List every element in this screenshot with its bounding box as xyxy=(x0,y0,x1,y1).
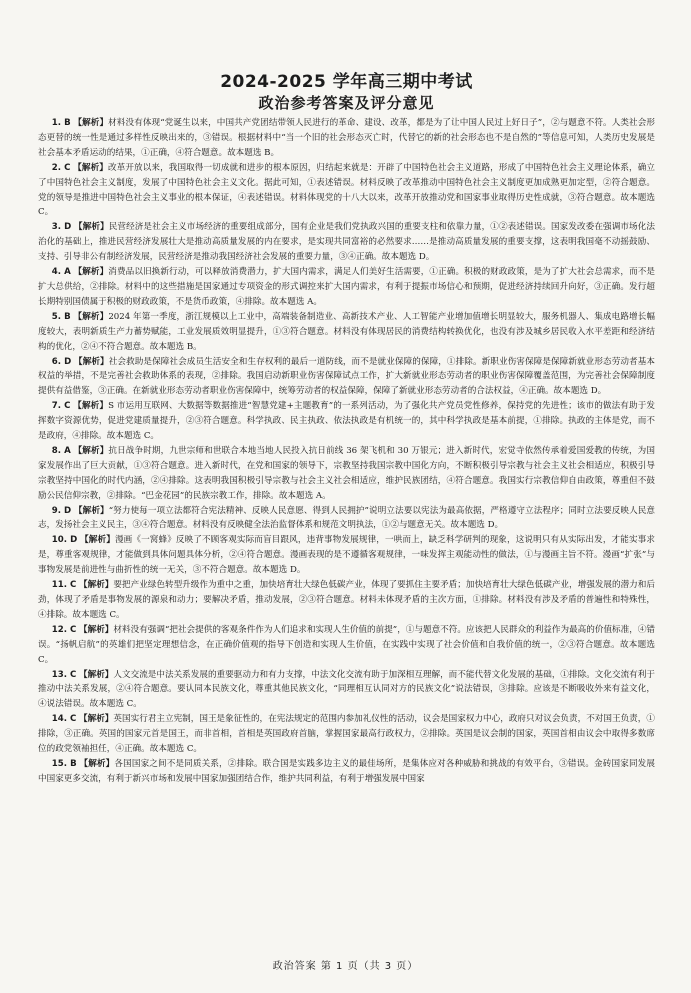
analysis-text: “努力使每一项立法都符合宪法精神、反映人民意愿、得到人民拥护”说明立法要以宪法为最高依据，严格遵守立法程序；同时立法要反映人民意志，发扬社会主义民主，③④符合题意。材料没有反映健全法治监督体系和规范文明执法，①②与题意无关。故本题选 D。 xyxy=(38,505,655,531)
answer-number: 2. C xyxy=(51,162,71,173)
analysis-tag: 【解析】 xyxy=(79,714,114,725)
analysis-tag: 【解析】 xyxy=(74,505,109,516)
analysis-text: 漫画《一窝蜂》反映了不顾客观实际而盲目跟风，违背事物发展规律，一哄而上，缺乏科学研判的现象，这说明只有从实际出发，才能实事求是，尊重客观规律，才能做到具体问题具体分析，②④符合题意。漫画表现的是不遵循客观规律，一味发挥主观能动性的做法，①与漫画主旨不符。漫画“扩张”与事物发展是前进性与曲折性的统一无关，③不符合题意。故本题选 D。 xyxy=(38,535,655,576)
analysis-text: S 市运用互联网、大数据等数据推进“智慧党建+主题教育”的一系列活动，为了强化共产党员党性修养，保持党的先进性；该市的做法有助于发挥数字资源优势，促进党建质量提升，②③符合题意。科学执政、民主执政、依法执政是有机统一的，其中科学执政是基本前提，①排除。执政的主体是党，而不是政府，④排除。故本题选 C。 xyxy=(38,401,655,442)
answer-number: 12. C xyxy=(51,624,77,635)
answer-item xyxy=(38,578,655,623)
answer-item xyxy=(38,220,655,265)
answer-number: 15. B xyxy=(51,758,77,769)
analysis-text: 要把产业绿色转型升级作为重中之重，加快培育壮大绿色低碳产业，体现了要抓住主要矛盾；加快培育壮大绿色低碳产业，增强发展的潜力和后劲，体现了矛盾是事物发展的源泉和动力；要解决矛盾，推动发展，②③符合题意。材料未体现矛盾的主次方面，①排除。材料没有涉及矛盾的普遍性和特殊性，④排除。故本题选 C。 xyxy=(38,580,655,620)
answer-number: 11. C xyxy=(51,580,77,591)
analysis-text: 消费品以旧换新行动，可以释放消费潜力，扩大国内需求，满足人们美好生活需要，①正确。积极的财政政策，是为了扩大社会总需求，而不是扩大总供给，②排除。材料中的这些措施是国家通过专项资金的形式调控来扩大国内需求，有利于提振市场信心和预期，促进经济持续回升向好，③正确。发行超长期特别国债属于积极的财政政策，不是货币政策，④排除。故本题选 A。 xyxy=(38,267,655,307)
answer-number: 1. B xyxy=(51,118,71,128)
analysis-tag: 【解析】 xyxy=(74,356,109,367)
analysis-tag: 【解析】 xyxy=(73,445,109,456)
analysis-tag: 【解析】 xyxy=(79,758,115,769)
page-footer: 政治答案 第 1 页（共 3 页） xyxy=(272,961,419,972)
answer-item xyxy=(38,668,655,713)
analysis-text: 抗日战争时期，九世宗师和世联合本地当地人民投入抗日前线 36 架飞机和 30 万银元；进入新时代，宏觉寺依然传承着爱国爱教的传统，为国家发展作出了巨大贡献，①③符合题意。进入新时代，在党和国家的领导下，宗教坚持我国宗教中国化方向，不断积极引导宗教与社会主义社会相适应，积极引导宗教坚持中国化的时代内涵，②④排除。这表明我国积极引导宗教与社会主义社会相适应，维护民族团结，④符合题意。我国实行宗教信仰自由政策，尊重但不鼓励公民信仰宗教，②排除。“巴金花园”的民族宗教工作，排除。故本题选 A。 xyxy=(38,445,655,501)
analysis-tag: 【解析】 xyxy=(74,222,109,233)
answer-number: 13. C xyxy=(51,669,77,680)
analysis-tag: 【解析】 xyxy=(73,267,109,278)
answer-items xyxy=(38,116,655,787)
answer-item xyxy=(38,355,655,400)
answer-number: 7. C xyxy=(51,401,71,412)
answer-item xyxy=(38,444,655,504)
analysis-text: 材料没有强调“把社会提供的客观条件作为人们追求和实现人生价值的前提”，①与题意不符。应该把人民群众的利益作为最高的价值标准，④错误。“扬帆启航”的英雄们把坚定理想信念，在正确价值观的指导下创造和实现人生价值，在实践中实现了社会价值和自我价值的统一，②③符合题意。故本题选 C。 xyxy=(38,624,655,665)
analysis-text: 民营经济是社会主义市场经济的重要组成部分，国有企业是我们党执政兴国的重要支柱和依靠力量，①②表述错误。国家发改委在强调市场化法治化的基础上，推进民营经济发展壮大是推动高质量发展的内在要求，是实现共同富裕的必然要求……是推动高质量发展的重要支撑，这表明我国毫不动摇鼓励、支持、引导非公有制经济发展，民营经济是推动我国经济社会发展的重要力量，③④正确。故本题选 D。 xyxy=(38,222,655,263)
analysis-text: 人文交流是中法关系发展的重要驱动力和有力支撑，中法文化交流有助于加深相互理解，而不能代替文化发展的基础，①排除。文化交流有利于推动中法关系发展，②④符合题意。要认同本民族文化，尊重其他民族文化，“同理相互认同对方的民族文化”说法错误，③排除。应该是不断吸收外来有益文化，④说法错误。故本题选 C。 xyxy=(38,669,655,710)
answer-item xyxy=(38,161,655,221)
answer-item xyxy=(38,623,655,668)
answer-number: 14. C xyxy=(51,714,77,725)
answer-number: 8. A xyxy=(51,445,71,456)
analysis-tag: 【解析】 xyxy=(79,669,114,680)
answer-number: 3. D xyxy=(51,222,72,233)
analysis-tag: 【解析】 xyxy=(79,624,114,635)
page-subtitle: 政治参考答案及评分意见 xyxy=(258,94,435,112)
analysis-text: 社会救助是保障社会成员生活安全和生存权利的最后一道防线，而不是就业保障的保障，①排除。新职业伤害保障是保障新就业形态劳动者基本权益的举措，不是完善社会救助体系的表现，②排除。我国启动新职业伤害保障试点工作，扩大新就业形态劳动者的职业伤害保障覆盖范围，为完善社会保障制度提供有益借鉴，③正确。在新就业形态劳动者职业伤害保障中，统筹劳动者的权益保障，保障了新就业形态劳动者的合法权益，④正确。故本题选 D。 xyxy=(38,356,655,397)
analysis-text: 改革开放以来，我国取得一切成就和进步的根本原因，归结起来就是：开辟了中国特色社会主义道路，形成了中国特色社会主义理论体系，确立了中国特色社会主义制度，发展了中国特色社会主义文化。据此可知，①表述错误。材料反映了改革推动中国特色社会主义制度更加成熟更加定型，②符合题意。党的领导是推进中国特色社会主义事业的根本保证，④表述错误。材料体现党的十八大以来，改革开放推动党和国家事业取得历史性成就，③符合题意。故本题选 C。 xyxy=(38,162,655,218)
answer-item xyxy=(38,399,655,444)
answer-number: 6. D xyxy=(51,356,72,367)
analysis-tag: 【解析】 xyxy=(80,535,115,546)
answer-item xyxy=(38,712,655,757)
analysis-text: 各国国家之间不是同质关系，②排除。联合国是实践多边主义的最佳场所，是集体应对各种威胁和挑战的有效平台，③错误。金砖国家同发展中国家更多交流，有利于新兴市场和发展中国家加强团结合作，维护共同利益，有利于增强发展中国家 xyxy=(38,758,655,784)
answer-number: 10. D xyxy=(51,535,78,546)
answer-item xyxy=(38,265,655,310)
answer-item xyxy=(38,504,655,534)
answer-item xyxy=(38,533,655,578)
page-title: 2024-2025 学年高三期中考试 xyxy=(220,72,473,92)
analysis-text: 2024 年第一季度，浙江规模以上工业中，高端装备制造业、高新技术产业、人工智能产业增加值增长明显较大，服务机器人、集成电路增长幅度较大，表明新质生产力蓄势赋能，工业发展质效明显提升，①③符合题意。材料没有体现居民的消费结构转换优化，也没有涉及城乡居民收入水平差距和经济结构的优化，②④不符合题意。故本题选 B。 xyxy=(38,311,655,352)
answer-item xyxy=(38,310,655,355)
analysis-tag: 【解析】 xyxy=(73,311,109,322)
analysis-tag: 【解析】 xyxy=(73,118,109,128)
answer-number: 4. A xyxy=(51,267,71,278)
analysis-tag: 【解析】 xyxy=(73,162,108,173)
answer-number: 9. D xyxy=(51,505,72,516)
analysis-text: 材料没有体现“党诞生以来，中国共产党团结带领人民进行的革命、建设、改革，都是为了让中国人民过上好日子”，②与题意不符。人类社会形态更替的统一性是通过多样性反映出来的，③错误。根据材料中“当一个旧的社会形态灭亡时，代替它的新的社会形态也不是自然的”等信息可知，人类历史发展是社会基本矛盾运动的结果，①正确，④符合题意。故本题选 B。 xyxy=(38,118,655,158)
answer-item xyxy=(38,116,655,161)
answer-item xyxy=(38,757,655,787)
analysis-text: 英国实行君主立宪制，国王是象征性的，在宪法规定的范围内参加礼仪性的活动，议会是国家权力中心，政府只对议会负责，不对国王负责，①排除，③正确。英国的国家元首是国王，而非首相，首相是英国政府首脑，掌握国家最高行政权力，②排除。英国是议会制的国家，英国首相由议会中取得多数席位的政党领袖担任，④正确。故本题选 C。 xyxy=(38,714,655,755)
answer-number: 5. B xyxy=(51,311,71,322)
analysis-tag: 【解析】 xyxy=(73,401,109,412)
analysis-tag: 【解析】 xyxy=(79,580,114,591)
